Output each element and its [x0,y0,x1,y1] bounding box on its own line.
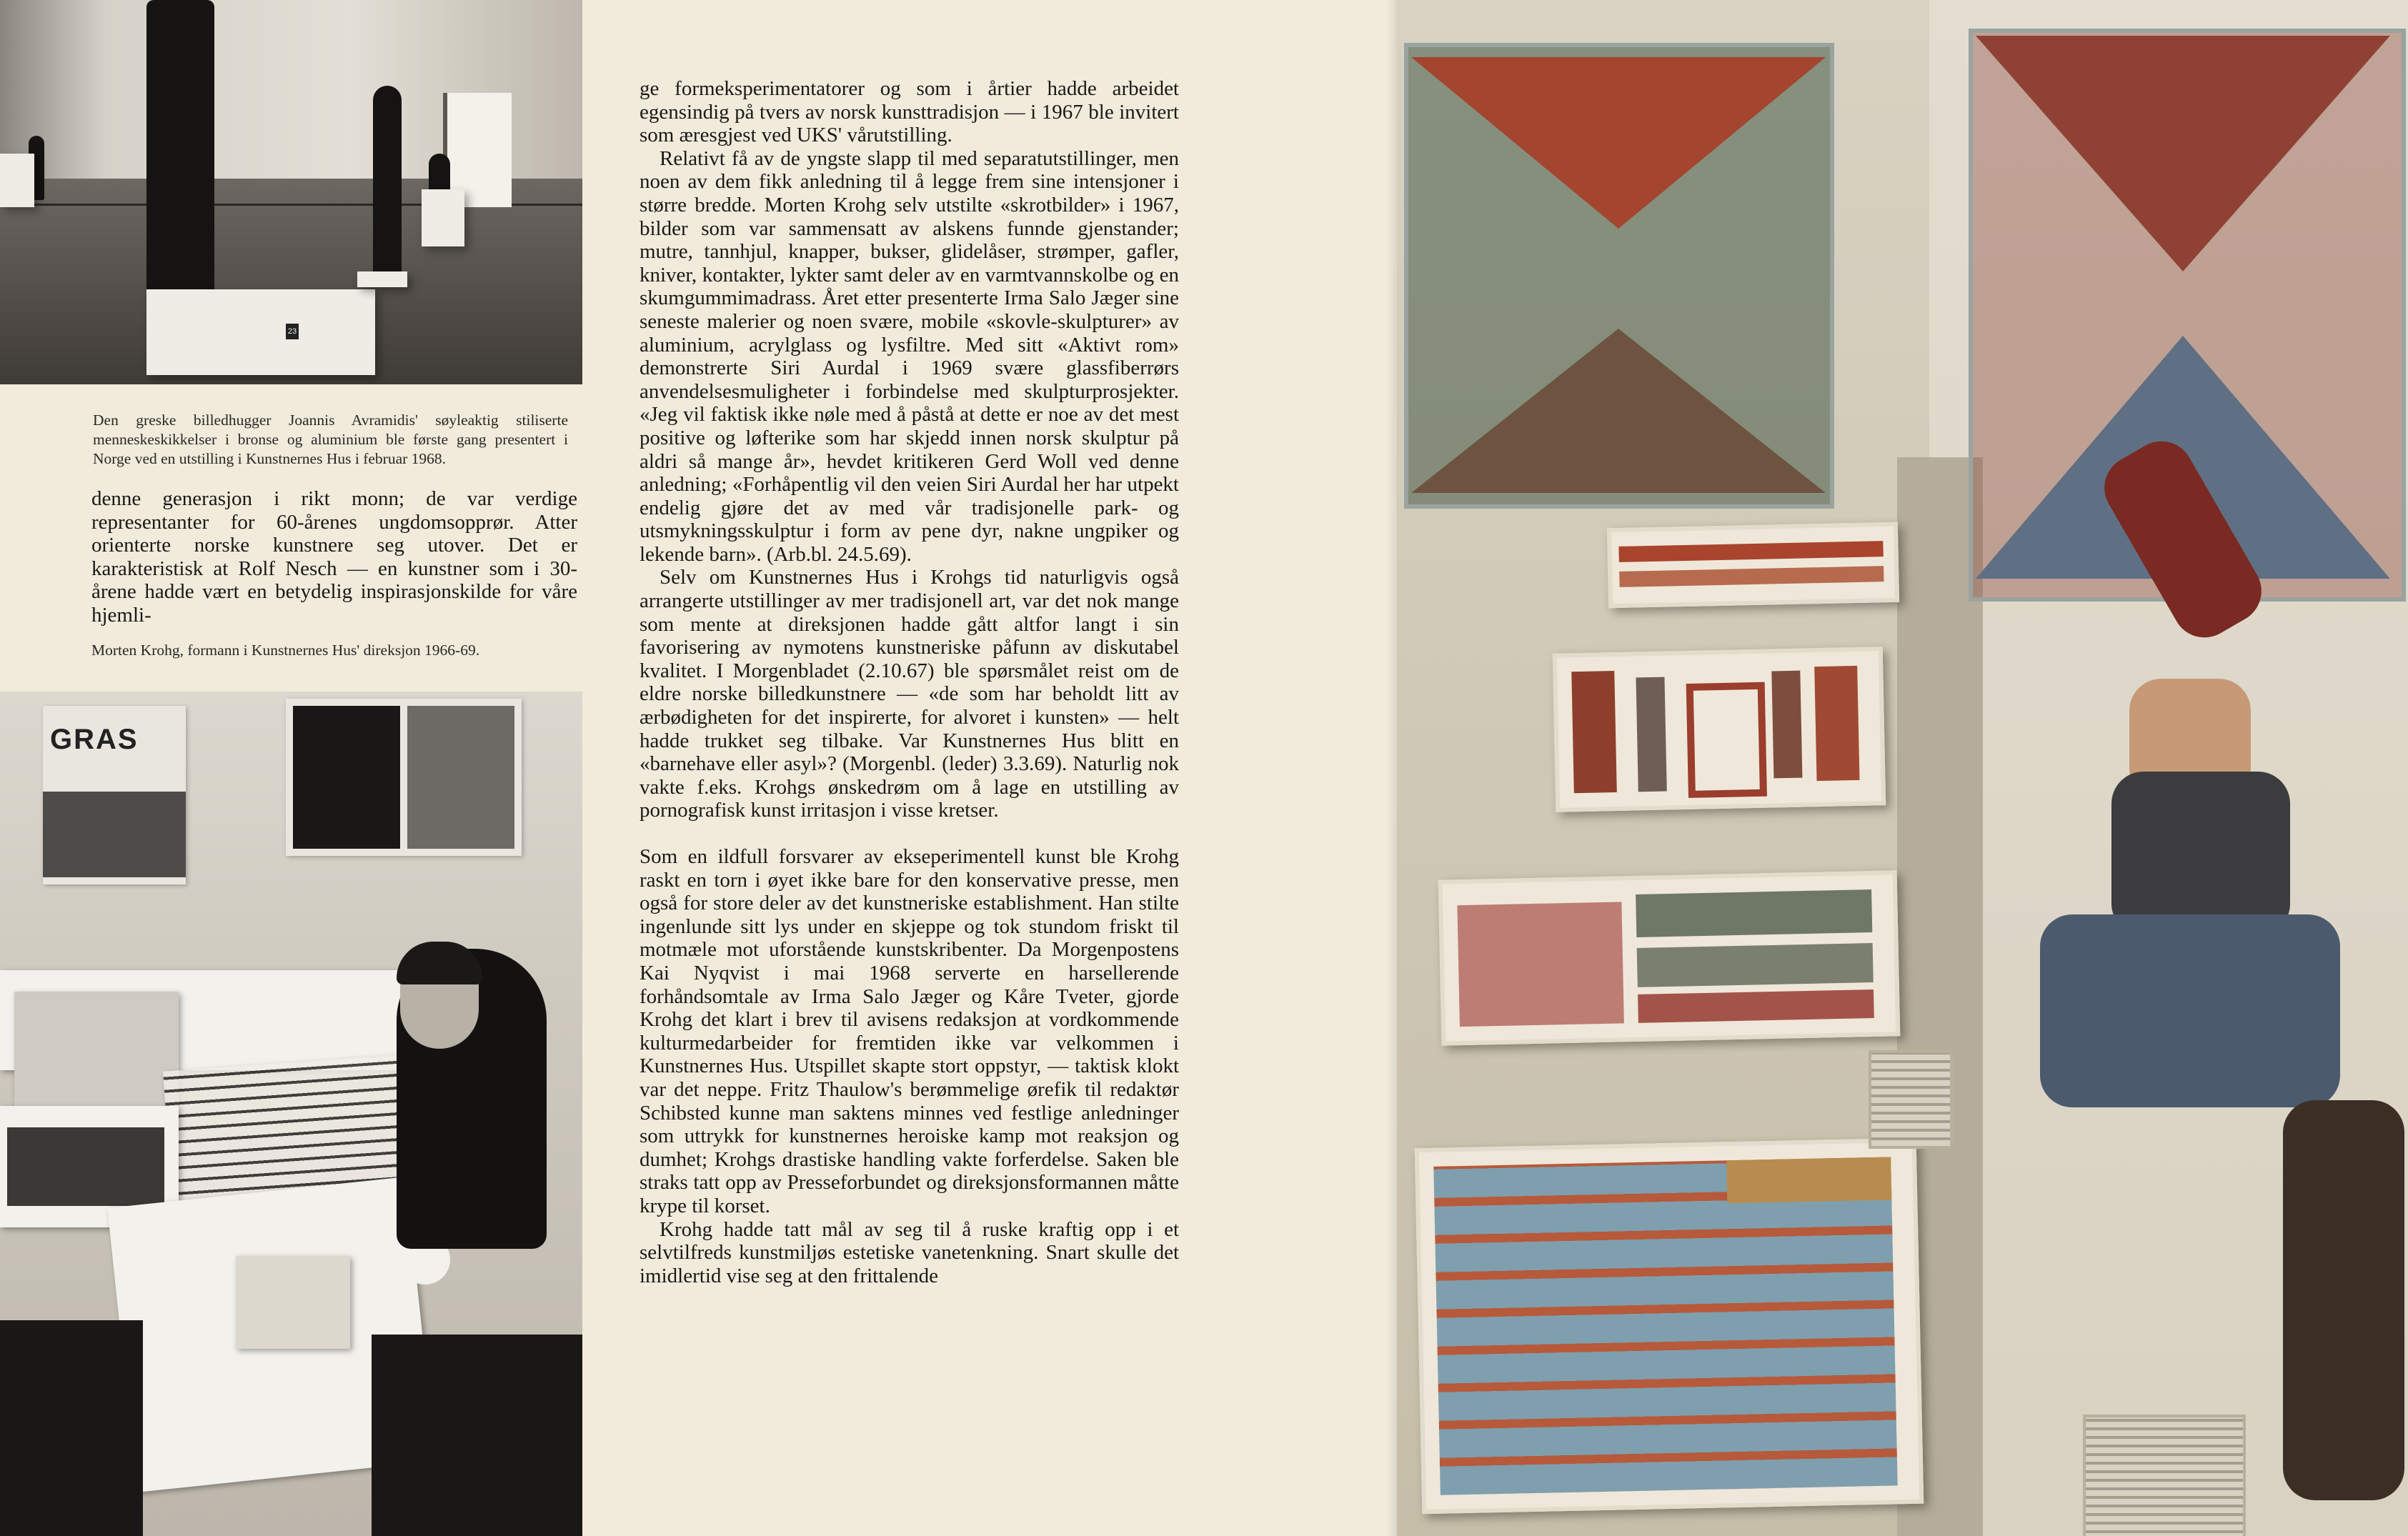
plinth-number-label: 23 [286,324,299,339]
child-dark-clothes [2111,772,2290,936]
gras-poster-title: GRAS [50,724,139,755]
painting-4 [1415,1138,1924,1515]
middle-paragraph-4: Som en ildfull forsvarer av ekseperimentell kunst ble Krohg raskt en torn i øyet ikke bare for den konservative presse, men også for store deler av det kunstneriske establishment. Han stilte ingenlunde sitt lys under en skjeppe og tok stundom friskt til motmæle mot uforstående kunstskribenter. Da Morgenpostens Kai Nyqvist i mai 1968 serverte en harsellerende forhåndsomtale av Irma Salo Jæger og Kåre Tveter, gjorde Krohg det klart i brev til avisens redaksjon at vordkommende kulturmedarbeider for fremtiden ikke var velkommen i Kunstnernes Hus. Utspillet skapte stort oppstyr, — taktisk klokt var det neppe. Fritz Thaulow's berømmelige ørefik til redaktør Schibsted kunne man saktens minnes ved festlige anledninger som uttrykk for kunstnernes heroiske kamp mot reaksjon og dumhet; Krohgs drastiske handling vakte forferdelse. Saken ble straks tatt opp av Presseforbundet og direksjonsformannen måtte krype til korset. [640,845,1179,1217]
painting-1 [1607,522,1899,608]
gallery-photo-caption: Den greske billedhugger Joannis Avramidis' søyleaktig stiliserte menneskeskikkelser i bronse og aluminium ble første gang presentert i Norge ved en utstilling i Kunstnernes Hus i februar 1968. [93,412,568,467]
morten-krohg-photo [0,692,582,1536]
middle-paragraph-5: Krohg hadde tatt mål av seg til å ruske kraftig opp i et selvtilfreds kunstmiljøs estetiske vanetenkning. Snart skulle det imidlertid vise seg at den frittalende [640,1217,1179,1287]
middle-text-column [640,77,1179,1287]
middle-paragraph-1: ge formeksperimentatorer og som i årtier hadde arbeidet egensindig på tvers av norsk kunsttradisjon — i 1967 ble invitert som æresgjest ved UKS' vårutstilling. [640,77,1179,147]
krohg-photo-caption: Morten Krohg, formann i Kunstnernes Hus' direksjon 1966-69. [91,642,480,659]
painting-3 [1438,870,1901,1045]
left-paragraph-1: denne generasjon i rikt monn; de var verdige representanter for 60-årenes ungdomsopprør. Atter orienterte norske kunstnere seg utover. Det er karakteristisk at Rolf Nesch — en kunstner som i 30-årene hadde vært en betydelig inspirasjonskilde for våre hjemli- [91,487,577,627]
child-brown-clothes [2283,1100,2404,1500]
child-blue-clothes [2040,914,2340,1107]
gallery-sculpture-photo [0,0,582,384]
middle-paragraph-2: Relativt få av de yngste slapp til med separatutstillinger, men noen av dem fikk anledning til å legge frem sine intensjoner i større bredde. Morten Krohg selv utstilte «skrotbilder» i 1967, bilder som var sammensatt av alskens funnde gjenstander; mutre, tannhjul, knapper, bukser, glidelåser, strømper, gafler, kniver, kontakter, lykter samt deler av en varmtvannskolbe og en skumgummimadrass. Året etter presenterte Irma Salo Jæger sine seneste malerier og noen svære, mobile «skovle-skulpturer» av aluminium, acrylglass og lysfiltre. Med sitt «Aktivt rom» demonstrerte Siri Aurdal i 1969 svære glassfiberrørs anvendelsesmuligheter i forbindelse med skulpturprosjekter. «Jeg vil faktisk ikke nøle med å påstå at dette er noe av det mest positive og løfterike som har skjedd innen norsk skulptur på aldri så mange år», hevdet kritikeren Gerd Woll ved denne anledning; «Forhåpentlig vil den veien Siri Aurdal her har utpekt endelig gjøre det av med vår tradisjonelle park- og utsmykningsskulptur i form av pene dyr, nakne ungpiker og lekende barn». (Arb.bl. 24.5.69). [640,146,1179,566]
middle-paragraph-3: Selv om Kunstnernes Hus i Krohgs tid naturligvis også arrangerte utstillinger av mer tradisjonell art, var det nok mange som mente at direksjonen hadde gått altfor langt i sin favorisering av nymotens kunstneriske påfunn av diskutabel kvalitet. I Morgenbladet (2.10.67) ble spørsmålet reist om de eldre norske billedkunstnere — «de som har beholdt litt av ærbødigheten for det inspirerte, for alvoret i kunsten» — helt hadde trukket seg tilbake. Var Kunstnernes Hus blitt en «barnehave eller asyl»? (Morgenbl. (leder) 3.3.69). Naturlig nok vakte f.eks. Krohgs ønskedrøm om å lage en utstilling av pornografisk kunst irritasjon i visse kretser. [640,566,1179,822]
irma-salo-jaeger-exhibition-photo [1397,0,2408,1536]
painting-2 [1553,647,1886,812]
left-text-column [91,487,577,627]
